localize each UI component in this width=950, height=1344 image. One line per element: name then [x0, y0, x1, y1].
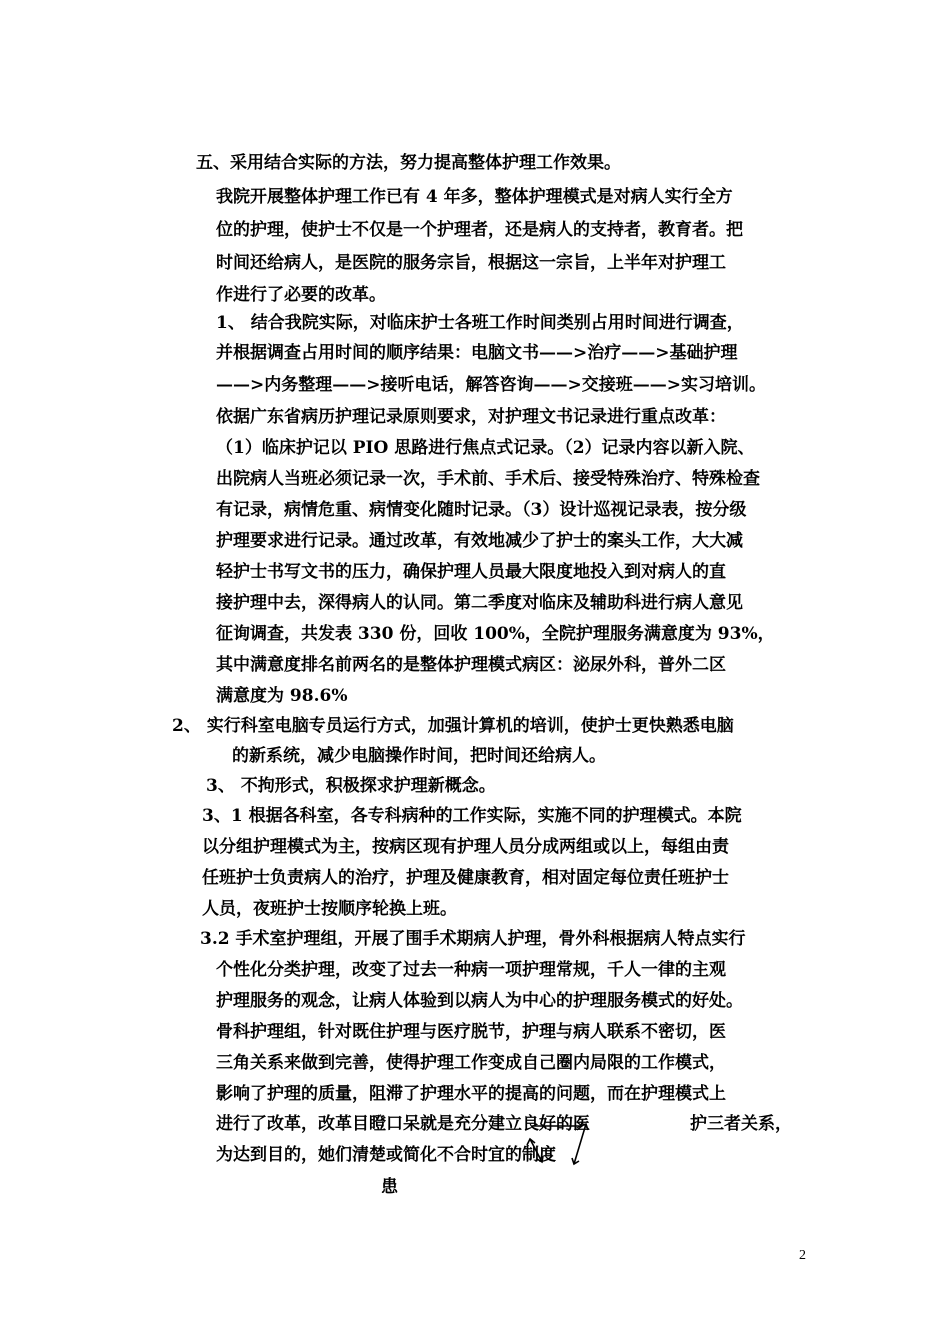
list-item-1: 1、 结合我院实际，对临床护士各班工作时间类别占用时间进行调查， [216, 313, 744, 333]
paragraph-line-tail: 护三者关系， [690, 1114, 792, 1134]
paragraph-line: 出院病人当班必须记录一次，手术前、手术后、接受特殊治疗、特殊检查 [216, 469, 760, 489]
paragraph-line: 有记录，病情危重、病情变化随时记录。（3）设计巡视记录表，按分级 [216, 500, 747, 520]
paragraph-line: 护理要求进行记录。通过改革，有效地减少了护士的案头工作，大大减 [216, 531, 743, 551]
paragraph-line: 三角关系来做到完善，使得护理工作变成自己圈内局限的工作模式， [216, 1053, 726, 1073]
paragraph-line: 影响了护理的质量，阻滞了护理水平的提高的问题，而在护理模式上 [216, 1084, 726, 1104]
paragraph-line: 作进行了必要的改革。 [216, 285, 386, 305]
paragraph-line: 满意度为 98.6% [216, 686, 348, 706]
paragraph-line: 位的护理，使护士不仅是一个护理者，还是病人的支持者，教育者。把 [216, 220, 743, 240]
paragraph-line: 护理服务的观念，让病人体验到以病人为中心的护理服务模式的好处。 [216, 991, 743, 1011]
paragraph-line: 的新系统，减少电脑操作时间，把时间还给病人。 [232, 746, 606, 766]
paragraph-line: 个性化分类护理，改变了过去一种病一项护理常规，千人一律的主观 [216, 960, 726, 980]
paragraph-line: ——>内务整理——>接听电话，解答咨询——>交接班——>实习培训。 [216, 375, 766, 395]
double-arrow-icon [527, 1139, 543, 1162]
paragraph-line: 其中满意度排名前两名的是整体护理模式病区：泌尿外科，普外二区 [216, 655, 726, 675]
paragraph-line: 我院开展整体护理工作已有 4 年多，整体护理模式是对病人实行全方 [216, 187, 733, 207]
paragraph-line: 人员，夜班护士按顺序轮换上班。 [202, 899, 457, 919]
paragraph-line: 骨科护理组，针对既住护理与医疗脱节，护理与病人联系不密切，医 [216, 1022, 726, 1042]
paragraph-line: 时间还给病人，是医院的服务宗旨，根据这一宗旨，上半年对护理工 [216, 253, 726, 273]
paragraph-line: 任班护士负责病人的治疗，护理及健康教育，相对固定每位责任班护士 [202, 868, 729, 888]
diagram-label-patient: 患 [381, 1177, 398, 1197]
paragraph-line: 轻护士书写文书的压力，确保护理人员最大限度地投入到对病人的直 [216, 562, 726, 582]
paragraph-line: 并根据调查占用时间的顺序结果：电脑文书——>治疗——>基础护理 [216, 343, 738, 363]
list-item-3-2: 3.2 手术室护理组，开展了围手术期病人护理，骨外科根据病人特点实行 [200, 929, 746, 949]
paragraph-line: 以分组护理模式为主，按病区现有护理人员分成两组或以上，每组由责 [202, 837, 729, 857]
horizontal-arrow-icon [532, 1122, 582, 1130]
section-heading-5: 五、采用结合实际的方法，努力提高整体护理工作效果。 [196, 153, 621, 173]
double-arrow-icon [572, 1124, 588, 1164]
list-item-3-1: 3、1 根据各科室，各专科病种的工作实际，实施不同的护理模式。本院 [202, 806, 742, 826]
paragraph-line: 接护理中去，深得病人的认同。第二季度对临床及辅助科进行病人意见 [216, 593, 743, 613]
list-item-3: 3、 不拘形式，积极探求护理新概念。 [206, 776, 496, 796]
paragraph-line: （1）临床护记以 PIO 思路进行焦点式记录。（2）记录内容以新入院、 [216, 438, 755, 458]
list-item-2: 2、 实行科室电脑专员运行方式，加强计算机的培训，使护士更快熟悉电脑 [172, 716, 734, 736]
paragraph-line: 进行了改革，改革目瞪口呆就是充分建立良好的医 [216, 1114, 590, 1134]
paragraph-line: 为达到目的，她们清楚或简化不合时宜的制度 [216, 1145, 556, 1165]
paragraph-line: 依据广东省病历护理记录原则要求，对护理文书记录进行重点改革： [216, 407, 726, 427]
paragraph-line: 征询调查，共发表 330 份，回收 100%，全院护理服务满意度为 93%， [216, 624, 775, 644]
relationship-arrows-diagram [520, 1114, 600, 1174]
page-number: 2 [799, 1248, 806, 1263]
